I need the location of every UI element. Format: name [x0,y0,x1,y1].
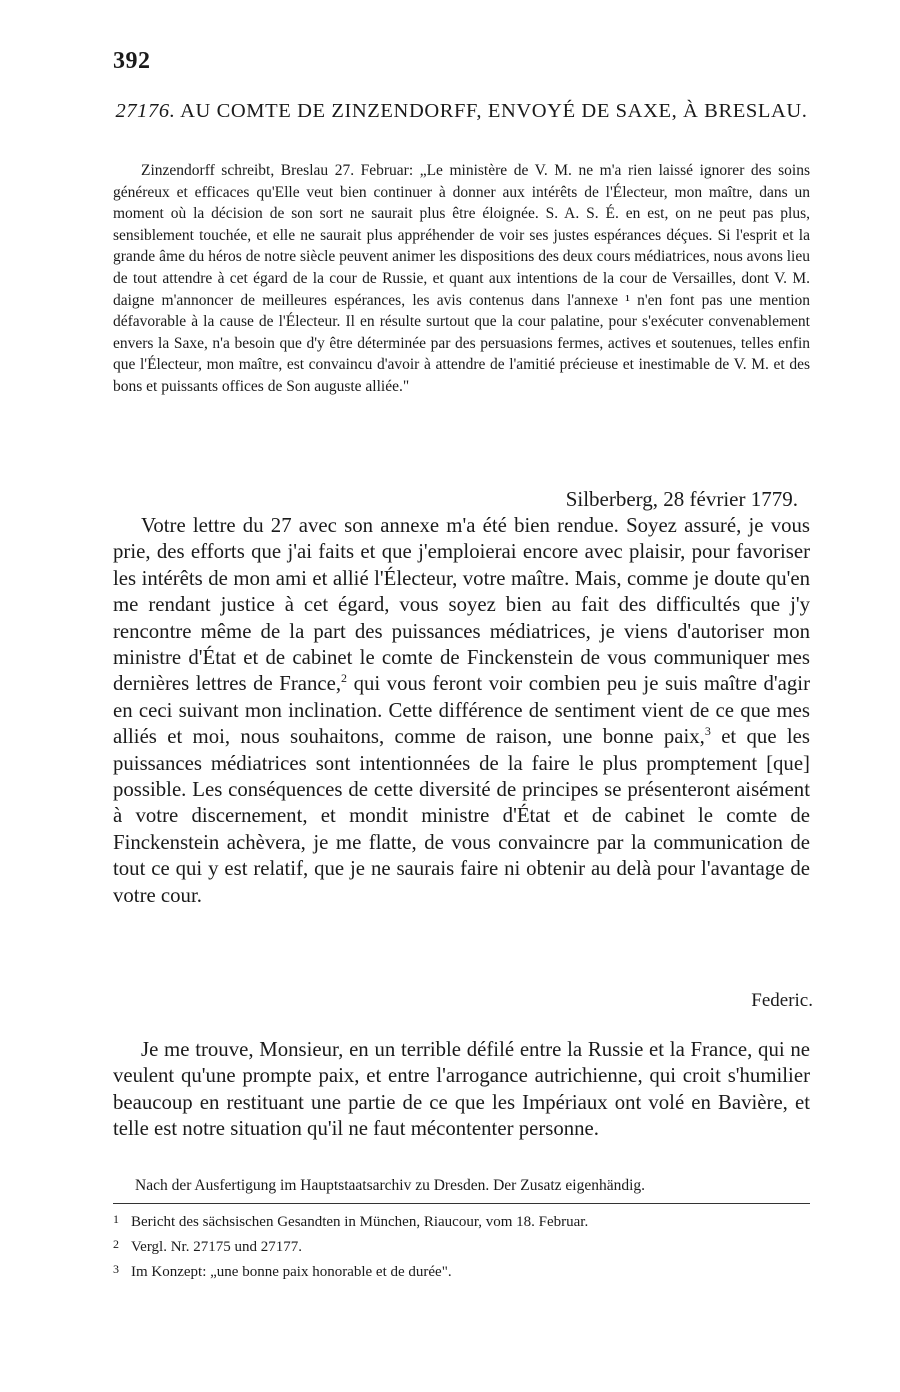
footnote-mark: 3 [113,1262,119,1276]
footnote-mark: 2 [113,1237,119,1251]
footnote [113,1233,810,1258]
footnote-mark: 1 [113,1212,119,1226]
document-heading [113,98,810,124]
document-title: AU COMTE DE ZINZENDORFF, ENVOYÉ DE SAXE, À BRESLAU. [180,100,808,122]
letter-body-part-3: et que les puissances médiatrices sont intentionnées de la faire le plus promptement [que] possible. Les conséquences de cette diversité de principes se présenteront aisément à votre discernement, et mondit ministre d'État et de cabinet le comte de Finckenstein achèvera, je me flatte, de vous convaincre par la communication de tout ce qui y est relatif, que je ne saurais faire ni obtenir au delà pour l'avantage de votre cour. [113,725,810,907]
incoming-letter-summary: Zinzendorff schreibt, Breslau 27. Februar: „Le ministère de V. M. ne m'a rien laissé ignorer des soins généreux et efficaces qu'Elle veut bien continuer à donner aux intérêts de l'Électeur, mon maître, dans un moment où la décision de son sort ne saurait plus être éloignée. S. A. S. É. en est, on ne peut pas plus, sensiblement touchée, et elle ne saurait plus appréhender de voir ses justes espérances déçues. Si l'esprit et la grande âme du héros de notre siècle peuvent animer les dispositions des deux cours médiatrices, nous avons lieu de tout attendre à cet égard de la cour de Russie, et quant aux intentions de la cour de Versailles, dont V. M. daigne m'annoncer de meilleures espérances, les avis contenus dans l'annexe ¹ n'en font pas une mention défavorable à la cause de l'Électeur. Il en résulte surtout que la cour palatine, pour s'exécuter convenablement envers la Saxe, n'a besoin que d'y être déterminée par des persuasions fermes, actives et soutenues, telles enfin que l'Électeur, mon maître, est convaincu d'avoir à attendre de l'amitié précieuse et inestimable de V. M. et des bons et puissants offices de Son auguste alliée." [113,162,810,395]
signature: Federic. [751,990,813,1011]
letter-body-part-1: Votre lettre du 27 avec son annexe m'a été bien rendue. Soyez assuré, je vous prie, des efforts que j'ai faits et que j'emploierai encore avec plaisir, pour favoriser les intérêts de mon ami et allié l'Électeur, votre maître. Mais, comme je doute qu'en me rendant justice à cet égard, vous soyez bien au fait des difficultés que j'y rencontre même de la part des puissances médiatrices, je viens d'autoriser mon ministre d'État et de cabinet le comte de Finckenstein de vous communiquer mes dernières lettres de France, [113,514,810,696]
document-number: 27176. [115,100,176,122]
footnote [113,1258,810,1283]
dateline: Silberberg, 28 février 1779. [565,487,798,511]
footnotes [113,1208,810,1283]
footnote-ref-3: 3 [704,724,711,739]
source-note: Nach der Ausfertigung im Hauptstaatsarchiv zu Dresden. Der Zusatz eigenhändig. [135,1177,646,1194]
footnote-text: Vergl. Nr. 27175 und 27177. [131,1239,302,1255]
page-number: 392 [113,48,151,74]
footnote-text: Im Konzept: „une bonne paix honorable et de durée". [131,1264,452,1280]
letter-body [113,513,810,909]
postscript: Je me trouve, Monsieur, en un terrible défilé entre la Russie et la France, qui ne veulent qu'une prompte paix, et entre l'arrogance autrichienne, qui croit s'humilier beaucoup en restituant une partie de ce que les Impériaux ont volé en Bavière, et telle est notre situation qu'il ne faut mécontenter personne. [113,1038,810,1141]
footnote-text: Bericht des sächsischen Gesandten in München, Riaucour, vom 18. Februar. [131,1214,589,1230]
footnote [113,1208,810,1233]
letter-body-part-2: qui vous feront voir combien peu je suis maître d'agir en ceci suivant mon inclination. Cette différence de sentiment vient de ce que mes alliés et moi, nous souhaitons, comme de raison, une bonne paix, [113,672,810,749]
footnote-ref-2: 2 [341,671,348,686]
footnote-divider [113,1203,810,1204]
